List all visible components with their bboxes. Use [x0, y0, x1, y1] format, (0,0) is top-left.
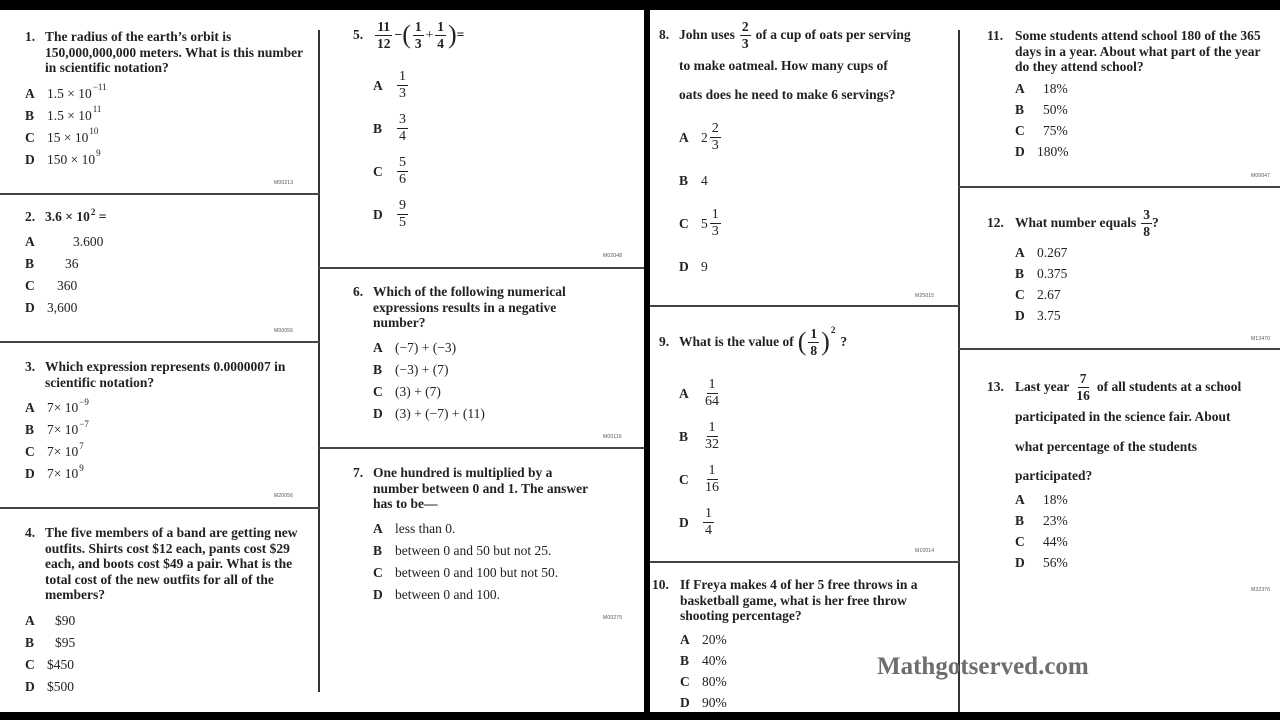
- choice-b[interactable]: B $\frac{1}{32}$: [679, 420, 719, 452]
- exponent: 2: [90, 207, 96, 217]
- choice-b[interactable]: B 50%: [1015, 102, 1068, 117]
- section-divider: [318, 267, 644, 269]
- watermark: Mathgotserved.com: [877, 653, 1089, 680]
- fraction: $\frac{2}{3}$: [741, 19, 749, 51]
- choice-c[interactable]: C 360: [25, 277, 78, 293]
- fraction: $\frac{11}{12}$: [377, 19, 391, 51]
- choice-d[interactable]: D 150 × 10 9: [25, 148, 101, 167]
- question-10: [652, 577, 952, 714]
- exponent: −7: [79, 418, 89, 429]
- choice-c[interactable]: C between 0 and 100 but not 50.: [373, 564, 559, 580]
- question-8: 8. John uses $\frac{2}{3}$ of a cup of oats per serving to make oatmeal. How many cups of oats does he need to make 6 servings? A 2 $\frac{2}{3}$ B 4 C 5 $\frac{1}{3}$ D 9: [659, 20, 949, 288]
- choice-c[interactable]: C 15 × 10 10: [25, 126, 99, 145]
- item-code: M00056: [274, 328, 294, 334]
- choice-b[interactable]: B (−3) + (7): [373, 361, 449, 377]
- choice-a[interactable]: A $\frac{1}{3}$: [373, 69, 406, 101]
- choice-c[interactable]: C 5 $\frac{1}{3}$: [679, 202, 949, 245]
- choice-a[interactable]: A less than 0.: [373, 520, 456, 536]
- exponent: 2: [830, 324, 836, 335]
- item-code: M13470: [1251, 336, 1271, 342]
- question-text: If Freya makes 4 of her 5 free throws in a basketball game, what is her free throw shooting percentage?: [680, 577, 918, 623]
- choice-d[interactable]: D between 0 and 100.: [373, 586, 500, 602]
- choice-d[interactable]: D 7× 10 9: [25, 462, 84, 481]
- section-divider: [958, 348, 1280, 350]
- exponent: −11: [92, 82, 107, 92]
- question-5: [353, 20, 633, 236]
- choice-c[interactable]: C $\frac{5}{6}$: [373, 155, 406, 187]
- fraction: $\frac{1}{4}$: [437, 19, 444, 51]
- column-divider: [958, 30, 960, 712]
- choice-c[interactable]: C (3) + (7): [373, 383, 441, 399]
- choice-a[interactable]: A (−7) + (−3): [373, 339, 457, 355]
- choice-a[interactable]: A 1.5 × 10 −11: [25, 82, 107, 101]
- fraction: $\frac{5}{6}$: [399, 155, 406, 187]
- section-divider: [0, 341, 320, 343]
- question-number: 11.: [987, 28, 1004, 43]
- choice-d[interactable]: D $\frac{9}{5}$: [373, 198, 406, 230]
- question-number: 12.: [987, 215, 1004, 231]
- exponent: 9: [79, 462, 84, 473]
- question-1: [25, 29, 310, 171]
- question-text: The radius of the earth’s orbit is 150,000,000,000 meters. What is this number in scientific notation?: [45, 29, 303, 75]
- item-code: M00275: [603, 615, 623, 621]
- choice-a[interactable]: A 18%: [1015, 492, 1068, 507]
- fraction: $\frac{9}{5}$: [399, 198, 406, 230]
- question-number: 4.: [25, 525, 36, 540]
- choice-c[interactable]: C 44%: [1015, 534, 1068, 549]
- item-code: M00213: [274, 180, 294, 186]
- section-divider: [0, 507, 320, 509]
- question-11: [987, 28, 1277, 163]
- fraction: $\frac{1}{3}$: [711, 207, 719, 239]
- choice-a[interactable]: A 2 $\frac{2}{3}$: [679, 116, 949, 159]
- question-3: [25, 359, 310, 485]
- exponent: 10: [89, 126, 99, 136]
- question-13: 13. Last year $\frac{7}{16}$ of all students at a school participated in the science fair. About what percentage of the students participated? A 18% B 23% C 44% D 56%: [987, 370, 1280, 574]
- choice-c[interactable]: C 75%: [1015, 123, 1068, 138]
- exponent: 9: [96, 148, 101, 158]
- choice-c[interactable]: C 80%: [680, 674, 727, 689]
- question-number: 8.: [659, 27, 670, 43]
- question-text: Which of the following numerical expressions results in a negative number?: [373, 284, 566, 330]
- section-divider: [0, 193, 320, 195]
- question-text: 3.6 × 102 =: [45, 207, 107, 224]
- choice-d[interactable]: D $\frac{1}{4}$: [679, 506, 712, 538]
- choice-b[interactable]: B 23%: [1015, 513, 1068, 528]
- question-expression: $\frac{11}{12}$ − ( $\frac{1}{3}$ + $\frac{1}{4}$ ) =: [377, 19, 465, 51]
- fraction: $\frac{1}{16}$: [705, 463, 719, 495]
- section-divider: [650, 305, 960, 307]
- choice-c[interactable]: C $450: [25, 656, 74, 672]
- choice-a[interactable]: A 0.267: [1015, 244, 1068, 260]
- question-number: 9.: [659, 334, 670, 350]
- choice-b[interactable]: B 4: [679, 172, 708, 188]
- question-7: [353, 465, 633, 606]
- choice-d[interactable]: D (3) + (−7) + (11): [373, 405, 485, 421]
- item-code: M10014: [915, 548, 935, 554]
- section-divider: [318, 447, 644, 449]
- question-text: One hundred is multiplied by a number between 0 and 1. The answer has to be—: [373, 465, 588, 511]
- exponent: 7: [79, 440, 84, 451]
- column-divider: [318, 30, 320, 692]
- choice-a[interactable]: A 20%: [680, 632, 727, 647]
- fraction: $\frac{3}{4}$: [399, 112, 406, 144]
- choice-c[interactable]: C $\frac{1}{16}$: [679, 463, 719, 495]
- question-text: John uses $\frac{2}{3}$ of a cup of oats per serving: [679, 19, 911, 51]
- item-code: M25015: [915, 293, 935, 299]
- question-number: 7.: [353, 465, 364, 480]
- choice-a[interactable]: A $\frac{1}{64}$: [679, 377, 719, 409]
- fraction: $\frac{1}{32}$: [705, 420, 719, 452]
- question-text: The five members of a band are getting new outfits. Shirts cost $12 each, pants cost $29 each, and boots cost $49 a pair. What is the total cost of the new outfits for all of the members?: [45, 525, 298, 602]
- question-text: Some students attend school 180 of the 365 days in a year. About what part of the year do they attend school?: [1015, 28, 1261, 74]
- question-text: Last year $\frac{7}{16}$ of all students at a school: [1015, 371, 1242, 403]
- fraction: $\frac{1}{64}$: [705, 377, 719, 409]
- fraction: $\frac{1}{4}$: [705, 506, 712, 538]
- fraction: $\frac{2}{3}$: [711, 121, 719, 153]
- exponent: −9: [79, 396, 89, 407]
- choice-b[interactable]: B between 0 and 50 but not 25.: [373, 542, 552, 558]
- question-number: 6.: [353, 284, 364, 299]
- question-number: 5.: [353, 27, 364, 43]
- choice-a[interactable]: A 7× 10 −9: [25, 396, 89, 415]
- question-12: [987, 206, 1277, 326]
- choice-d[interactable]: D 3,600: [25, 299, 78, 315]
- section-divider: [958, 186, 1280, 188]
- fraction: $\frac{1}{3}$: [414, 19, 422, 51]
- choice-b[interactable]: B 36: [25, 255, 79, 271]
- choice-b[interactable]: B 40%: [680, 653, 727, 668]
- fraction: $\frac{1}{8}$: [810, 326, 818, 358]
- mixed-number: 2 $\frac{2}{3}$: [701, 121, 719, 153]
- page-divider: [644, 10, 650, 712]
- choice-c[interactable]: C 7× 10 7: [25, 440, 84, 459]
- question-6: [353, 284, 633, 425]
- item-code: M00116: [603, 434, 622, 440]
- choice-a[interactable]: A 3.600: [25, 233, 104, 249]
- question-4: [25, 525, 310, 698]
- question-number: 10.: [652, 577, 669, 592]
- mixed-number: 5 $\frac{1}{3}$: [701, 207, 719, 239]
- question-number: 3.: [25, 359, 36, 374]
- item-code: M02048: [603, 253, 623, 259]
- choice-a[interactable]: A $90: [25, 612, 76, 628]
- choice-d[interactable]: D 56%: [1015, 555, 1068, 570]
- question-9: [659, 322, 949, 544]
- choice-b[interactable]: B $95: [25, 634, 76, 650]
- section-divider: [650, 561, 960, 563]
- choice-b[interactable]: B 7× 10 −7: [25, 418, 89, 437]
- choice-c[interactable]: C 2.67: [1015, 286, 1061, 302]
- choice-b[interactable]: B 0.375: [1015, 265, 1068, 281]
- choice-d[interactable]: D 9: [679, 258, 708, 274]
- choice-d[interactable]: D 3.75: [1015, 307, 1061, 323]
- question-text: Which expression represents 0.0000007 in scientific notation?: [45, 359, 286, 390]
- question-2: [25, 209, 310, 319]
- choice-d[interactable]: D $500: [25, 678, 74, 694]
- fraction: $\frac{1}{3}$: [399, 69, 406, 101]
- question-number: 1.: [25, 29, 36, 44]
- item-code: M20056: [274, 493, 294, 499]
- question-number: 13.: [987, 379, 1004, 395]
- fraction: $\frac{7}{16}$: [1076, 371, 1090, 403]
- item-code: M32376: [1251, 587, 1271, 593]
- choice-b[interactable]: B 1.5 × 10 11: [25, 104, 102, 123]
- question-text: What number equals $\frac{3}{8}$ ?: [1015, 207, 1159, 239]
- fraction: $\frac{3}{8}$: [1143, 207, 1151, 239]
- choice-d[interactable]: D 90%: [680, 695, 727, 710]
- choice-d[interactable]: D 180%: [1015, 144, 1069, 159]
- item-code: M00047: [1251, 173, 1271, 179]
- question-text: What is the value of ( $\frac{1}{8}$ ) 2 ?: [679, 324, 848, 358]
- choice-b[interactable]: B $\frac{3}{4}$: [373, 112, 406, 144]
- exponent: 11: [92, 104, 102, 114]
- choice-a[interactable]: A 18%: [1015, 81, 1068, 96]
- question-number: 2.: [25, 209, 36, 224]
